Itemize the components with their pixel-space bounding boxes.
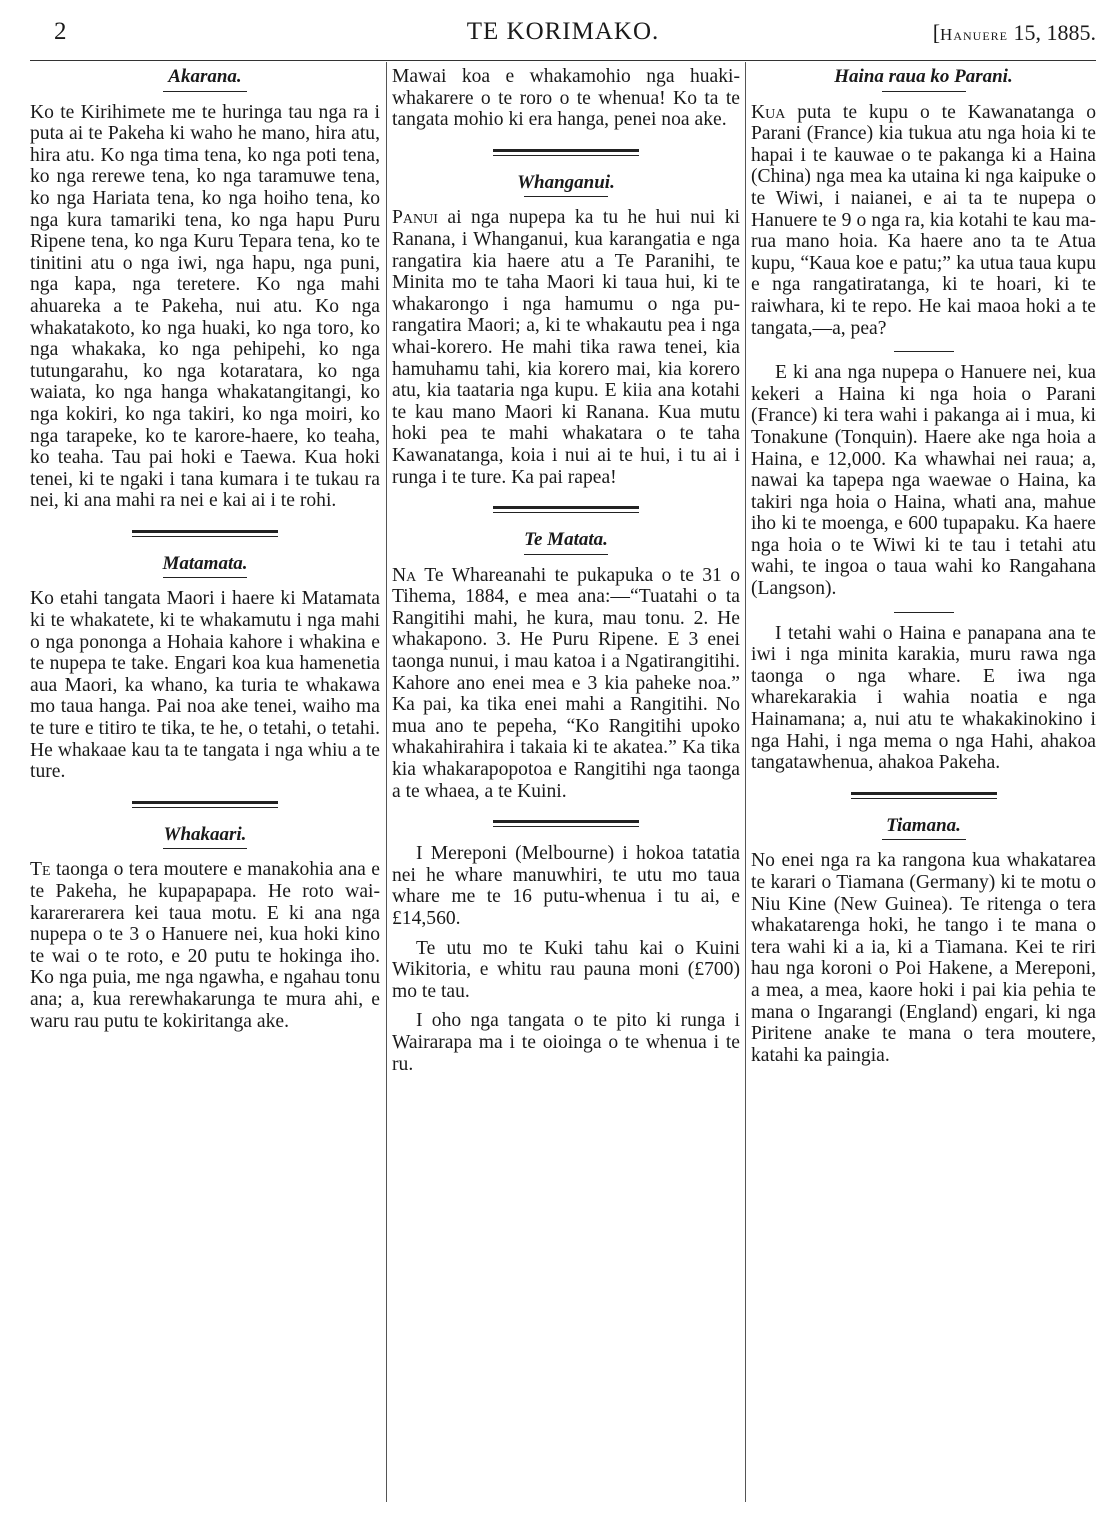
column-divider xyxy=(745,62,746,1502)
title-underline xyxy=(882,91,966,92)
column-divider xyxy=(386,62,387,1502)
article-wairarapa: I oho nga tangata o te pito ki runga i Wairarapa ma i te oioinga o te whenua i te ru. xyxy=(392,1010,740,1075)
lead-word: Panui xyxy=(392,207,438,229)
dateline-bracket: [ xyxy=(932,20,941,45)
article-te-matata xyxy=(392,565,740,803)
title-underline xyxy=(524,554,608,555)
article-haina-3: I tetahi wahi o Haina e panapana ana te iwi i nga minita karakia, muru rawa nga taonga o nga whare. E iwa nga wharekarakia i wahia noatia e nga Hainamana; a, nui atu te whakakinokino i nga Hahi, i nga mema o nga Hahi, ahakoa tangatawhenua, ahakoa Pakeha. xyxy=(751,622,1096,774)
article-whanganui xyxy=(392,207,740,488)
section-title-whakaari: Whakaari. xyxy=(163,823,247,845)
section-divider xyxy=(851,792,997,799)
paragraph-divider xyxy=(894,351,954,352)
section-title-matamata: Matamata. xyxy=(162,552,248,574)
section-title-tiamana: Tiamana. xyxy=(886,814,961,836)
article-akarana: Ko te Kirihimete me te huringa tau nga ra i puta ai te Pakeha ki waho he mano, hira atu, hira atu. Ko nga tima tena, ko nga poti tena, ko nga rerewe tena, ko nga taramuwe tena, ko nga Hariata tena, ko nga hoiho tena, ko nga kura tamariki tena, ko nga hapu Puru Ripene tena, ko nga Kuru Tepara tena, ko te tinitini atu o nga iwi, nga hapu, nga puni, nga kapa, nga teretere. Ko nga mahi ahuareka a te Pakeha, nui atu. Ko nga whakatakoto, ko nga huaki, ko nga toro, ko nga whakaka, ko nga pehipehi, ko nga tutungarahu, ko nga kotaratara, ko nga waiata, ko nga hanga whakatangitangi, ko nga kokiri, ko nga takiri, ko nga moiri, ko nga tarapeke, ko te karore-haere, ko teaha, ko teaha. Tau pai hoki e Taewa. Kua hoki tenei, ki te ngaki i tana kumara i te tukau ra nei, ki ana mahi ra nei e kai ai i te rohi. xyxy=(30,101,380,512)
article-body: puta te kupu o te Kawanatanga o Parani (France) kia tukua atu nga hoia ki te hapai i te kauwae o te pakanga ki a Haina (China) nga mea ka utaina ki nga kaipuke o te Wiwi, i naianei, e ai ta te nupepa o Hanuere te 9 o nga ra, kia kotahi te kau ma-rua mano hoia. Ka haere ano ta te Atua kupu, “Kaua koe e patu;” ka utua taua kupu e nga rangatiratanga, ki te hoari, ki te raiwhara, ki te repo. He kai maoa hoki a te tangata,—a, pea? xyxy=(751,101,1096,339)
article-continuation: Mawai koa e whakamohio nga huaki-whakarere o te roro o te whenua! Ko ta te tangata mohio ki era hanga, penei noa ake. xyxy=(392,66,740,131)
section-divider xyxy=(132,530,278,537)
article-melbourne: I Mereponi (Melbourne) i hokoa tatatia nei he whare manuwhiri, te utu mo taua whare me te 16 putu-whenua i tu ai, e £14,560. xyxy=(392,843,740,929)
masthead-title: TE KORIMAKO. xyxy=(466,18,660,45)
column-3 xyxy=(751,66,1096,1066)
title-underline xyxy=(163,848,247,849)
section-divider xyxy=(493,149,639,156)
section-title-akarana: Akarana. xyxy=(168,66,242,87)
dateline xyxy=(933,20,1096,46)
section-title-whanganui: Whanganui. xyxy=(517,171,615,193)
lead-word: Kua xyxy=(751,101,786,123)
title-underline xyxy=(163,577,247,578)
article-body: taonga o tera moutere e manakohia ana e te Pakeha, he kupapapapa. He roto wai-kararerarera kei taua motu. E ki ana nga nupepa o te 3 o Hanuere nei, kua hoki kino te wai o te roto, e 20 putu te hokinga iho. Ko nga puia, me nga ngawha, e ngahau tonu ana; a, kua rerewhakarunga te mura ahi, e waru rau putu te kokiritanga ake. xyxy=(30,859,380,1032)
dateline-month: Hanuere xyxy=(940,25,1008,44)
article-haina-1 xyxy=(751,102,1096,340)
section-divider xyxy=(132,801,278,808)
page-number: 2 xyxy=(54,18,67,45)
article-kuki: Te utu mo te Kuki tahu kai o Kuini Wikitoria, e whitu rau pauna moni (£700) mo te tau. xyxy=(392,937,740,1002)
page-header xyxy=(30,18,1096,54)
column-1 xyxy=(30,66,380,1032)
lead-word: Na xyxy=(392,564,417,586)
article-haina-2: E ki ana nga nupepa o Hanuere nei, kua kekeri a Haina ki nga hoia o Parani (France) ki tera wahi i pakanga ai i mua, ki Tonakune (Tonquin). Haere ake nga hoia a Haina, e 12,000. Ka whawhai nei raua; a, nawai ka tapepa nga waewae o Haina, ka takiri nga hoia o Haina, whati ana, mahue iho ki te moenga, e 600 tupapaku. Ka haere nga hoia o te Wiwi ki te tau i tetahi atu wahi, te ingoa o taua wahi ko Rangahana (Langson). xyxy=(751,362,1096,600)
title-underline xyxy=(524,196,608,197)
paragraph-divider xyxy=(894,612,954,613)
title-underline xyxy=(882,839,966,840)
section-title-te-matata: Te Matata. xyxy=(524,529,608,551)
header-rule xyxy=(30,60,1096,61)
article-body: ai nga nupepa ka tu he hui nui ki Ranana, i Whanganui, kua karangatia e nga rangatira kia haere atu a Te Paranihi, te Minita mo te taha Maori ki taua hui, ki te whakarongo i nga hamumu o nga pu-rangatira Maori; a, ki te whakautu pea i nga whai-korero. He mahi tika rawa tenei, kia hamuhamu tahi, kia korero mai, kia korero atu, kia taataria nga kupu. E kiia ana kotahi te kau mano Maori ki Ranana. Kua mutu hoki pea te mahi whakatara o te taha Kawanatanga, koia i nui ai te hui, i tu ai i runga i te ture. Ka pai rapea! xyxy=(392,207,740,488)
article-matamata: Ko etahi tangata Maori i haere ki Matamata ki te whakatete, ki te whakamutu i nga mahi o nga pononga a Hohaia kahore i whakina e te nupepa te take. Engari koa kua hamenetia aua Maori, ka whano, ka turia te whakawa mo taua hanga. Pai noa ake tenei, waiho ma te ture e titiro te tika, te he, o tetahi, o tetahi. He whakaae kau ta te tangata i nga whiu a te ture. xyxy=(30,588,380,783)
section-divider xyxy=(493,506,639,513)
dateline-day-year: 15, 1885. xyxy=(1008,20,1096,45)
title-underline xyxy=(163,91,247,92)
article-whakaari xyxy=(30,859,380,1032)
section-divider xyxy=(493,820,639,827)
article-tiamana: No enei nga ra ka rangona kua whakatarea te karari o Tiamana (Germany) ki te motu o Niu Kine (New Guinea). Te ritenga o tera whakatarenga hoki, he tango i te mana o tera wahi ki a ia, ki a Tiamana. Kei te riri hau nga koroni o Poi Hakene, a Mereponi, a mea, a mea, kaore hoki i pai kia pehia te mana o Ingarangi (England) engari, ki nga Piritene anake te mana o tera moutere, katahi ka paingia. xyxy=(751,850,1096,1066)
column-2 xyxy=(392,66,740,1075)
lead-word: Te xyxy=(30,859,51,881)
section-title-haina: Haina raua ko Parani. xyxy=(834,66,1013,87)
article-body: Te Whareanahi te pukapuka o te 31 o Tihema, 1884, e mea ana:—“Tuatahi o ta Rangitihi mahi, he kura, mau tonu. 2. He whakapono. 3. He Puru Ripene. E 3 enei taonga nunui, i mau katoa i a Ngatirangitihi. Kahore ano enei mea e 3 kia paheke noa.” Ka pai, ka tika enei mahi a Rangitihi. No mua ano te pepeha, “Ko Rangitihi upoko whakahirahira i takaia ki te akatea.” Ka tika kia whakarapopotoa e Rangitihi nga taonga a te whaea, a te Kuini. xyxy=(392,564,740,802)
